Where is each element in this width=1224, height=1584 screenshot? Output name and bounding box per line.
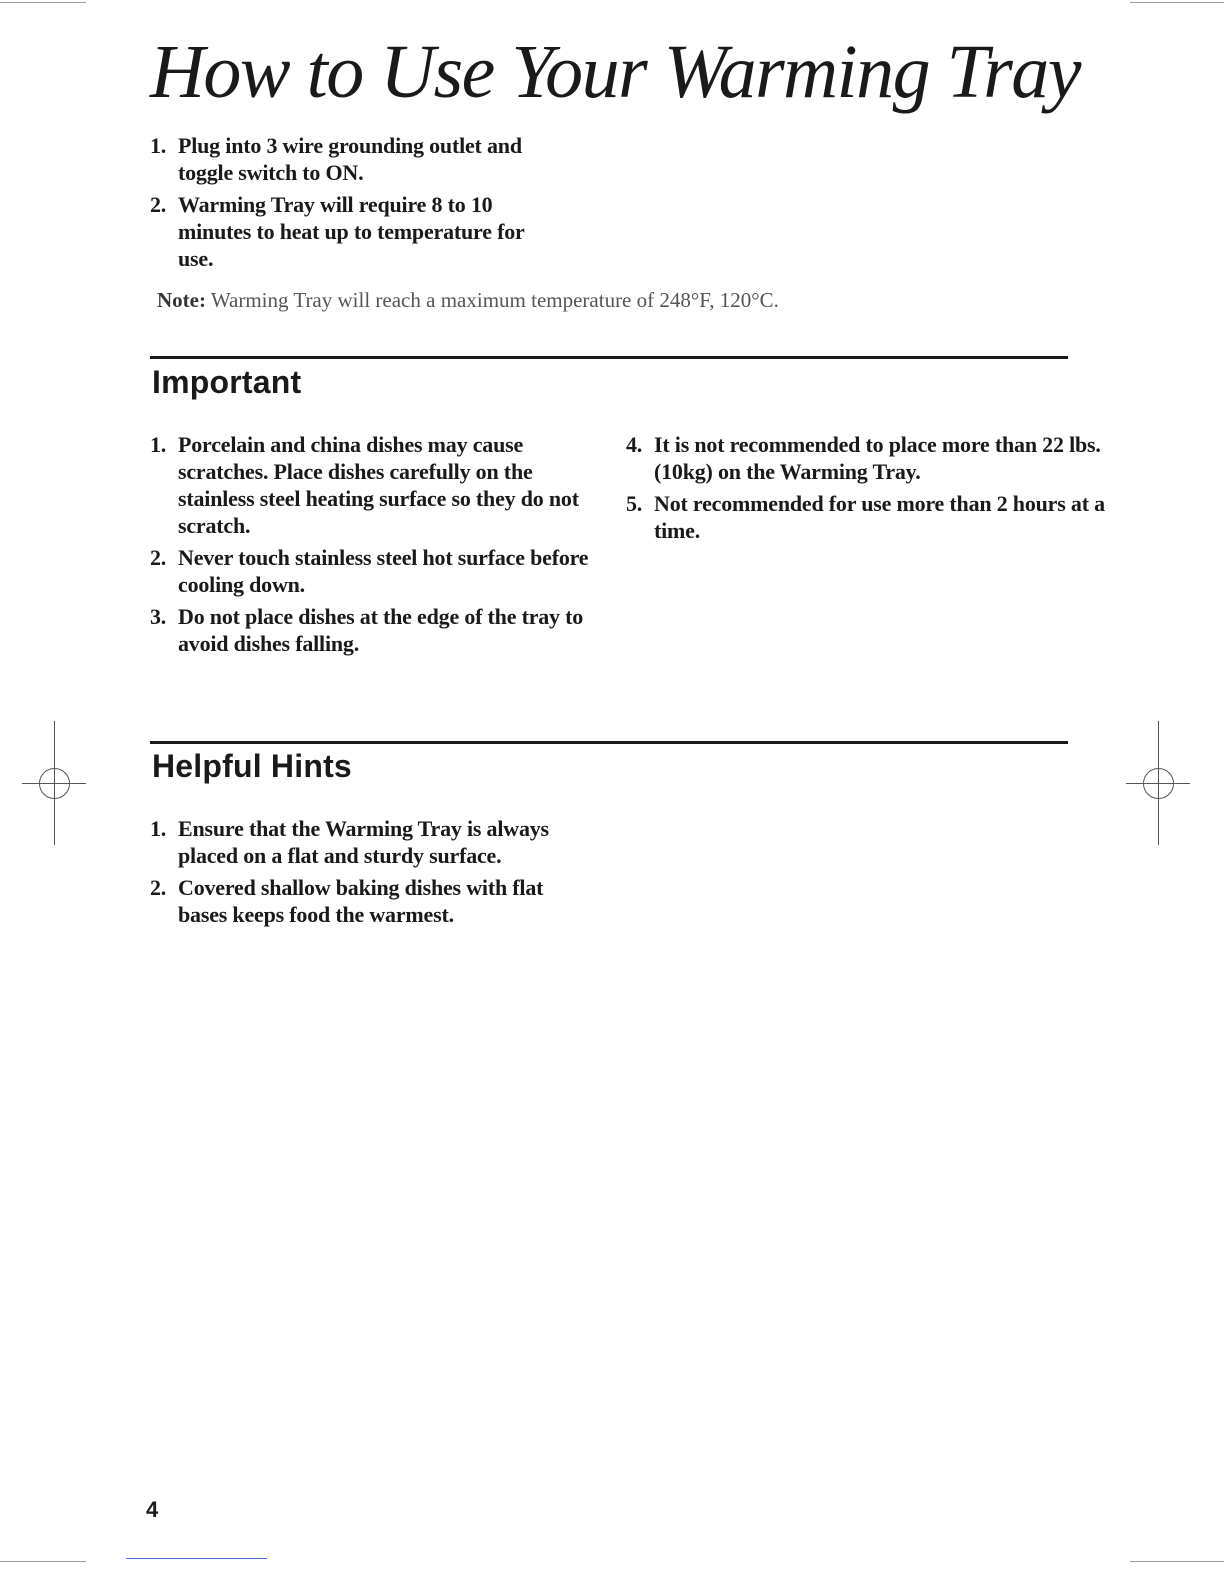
crop-mark-top-left [0,2,86,3]
list-item-text: It is not recommended to place more than 22 lbs. (10kg) on the Warming Tray. [654,432,1101,484]
list-number: 2. [150,875,167,900]
crop-mark-bottom-right [1130,1561,1224,1562]
list-number: 1. [150,432,167,457]
temperature-note [157,288,779,313]
usage-steps-list [150,132,560,277]
hints-list [150,815,550,933]
list-item-text: Not recommended for use more than 2 hours at a time. [654,491,1105,543]
list-item-text: Covered shallow baking dishes with flat bases keeps food the warmest. [178,875,544,927]
important-item-4 [626,431,1116,485]
list-number: 1. [150,816,167,841]
list-item-text: Porcelain and china dishes may cause scratches. Place dishes carefully on the stainless steel heating surface so they do not scratch. [178,432,579,538]
list-item-text: Do not place dishes at the edge of the tray to avoid dishes falling. [178,604,584,656]
footer-link-underline [126,1558,267,1559]
important-list-left [150,431,590,662]
list-number: 3. [150,604,167,629]
list-number: 2. [150,192,167,217]
crop-mark-top-right [1130,2,1224,3]
important-item-2 [150,544,590,598]
important-item-1 [150,431,590,539]
note-text: Warming Tray will reach a maximum temperature of 248°F, 120°C. [210,288,779,312]
list-number: 2. [150,545,167,570]
list-item-text: Warming Tray will require 8 to 10 minutes to heat up to temperature for use. [178,192,525,271]
page-title: How to Use Your Warming Tray [150,30,1081,114]
helpful-hints-heading: Helpful Hints [152,748,352,784]
crop-mark-bottom-left [0,1561,86,1562]
usage-step-1 [150,132,560,186]
list-item-text: Plug into 3 wire grounding outlet and toggle switch to ON. [178,133,522,185]
important-heading: Important [152,364,302,400]
usage-step-2 [150,191,560,272]
important-item-5 [626,490,1116,544]
important-list-right [626,431,1116,549]
note-label: Note: [157,288,206,312]
page-number: 4 [146,1497,159,1522]
list-number: 4. [626,432,643,457]
list-item-text: Ensure that the Warming Tray is always placed on a flat and sturdy surface. [178,816,549,868]
list-number: 5. [626,491,643,516]
section-divider [150,741,1068,744]
hint-item-1 [150,815,550,869]
important-item-3 [150,603,590,657]
list-number: 1. [150,133,167,158]
section-divider [150,356,1068,359]
hint-item-2 [150,874,550,928]
list-item-text: Never touch stainless steel hot surface before cooling down. [178,545,589,597]
